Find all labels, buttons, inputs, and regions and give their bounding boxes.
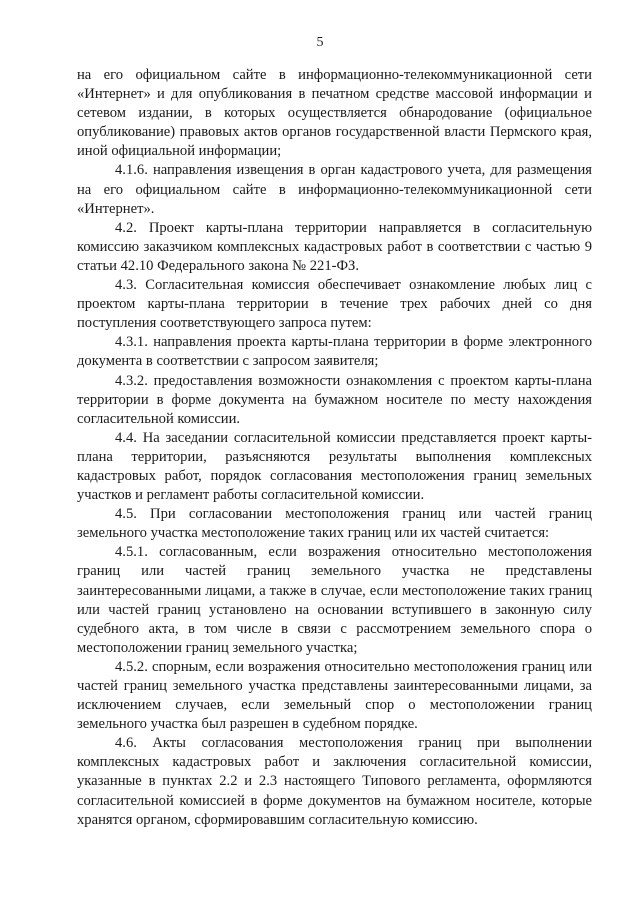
paragraph-4-1-6: 4.1.6. направления извещения в орган кадастрового учета, для размещения на его официальном сайте в информационно-телекоммуникационной сети «Интернет». <box>77 162 592 217</box>
paragraph-4-4: 4.4. На заседании согласительной комиссии представляется проект карты-плана территории, разъясняются результаты выполнения комплексных кадастровых работ, порядок согласования местоположения границ земельных участков и регламент работы согласительной комиссии. <box>77 429 592 504</box>
paragraph-continuation: на его официальном сайте в информационно-телекоммуникационной сети «Интернет» и для опубликования в печатном средстве массовой информации и сетевом издании, в которых осуществляется обнародование (официальное опубликование) правовых актов органов государственной власти Пермского края, иной официальной информации; <box>77 67 592 160</box>
paragraph-4-3: 4.3. Согласительная комиссия обеспечивает ознакомление любых лиц с проектом карты-плана территории в течение трех рабочих дней со дня поступления соответствующего запроса путем: <box>77 277 592 332</box>
paragraph-4-5-2: 4.5.2. спорным, если возражения относительно местоположения границ или частей границ земельного участка представлены заинтересованными лицами, за исключением случаев, если земельный спор о местоположении границ земельного участка был разрешен в судебном порядке. <box>77 658 592 733</box>
page-number: 5 <box>316 35 324 50</box>
paragraph-4-6: 4.6. Акты согласования местоположения границ при выполнении комплексных кадастровых работ и заключения согласительной комиссии, указанные в пунктах 2.2 и 2.3 настоящего Типового регламента, оформляются согласительной комиссией в форме документов на бумажном носителе, которые хранятся органом, сформировавшим согласительную комиссию. <box>77 735 592 828</box>
paragraph-4-3-1: 4.3.1. направления проекта карты-плана территории в форме электронного документа в соответствии с запросом заявителя; <box>77 334 592 370</box>
paragraph-4-5-1: 4.5.1. согласованным, если возражения относительно местоположения границ или частей границ земельного участка не представлены заинтересованными лицами, а также в случае, если местоположение таких границ или частей границ установлено на основании вступившего в законную силу судебного акта, в том числе в связи с рассмотрением земельного спора о местоположении границ земельного участка; <box>77 544 592 656</box>
paragraph-4-5: 4.5. При согласовании местоположения границ или частей границ земельного участка местоположение таких границ или их частей считается: <box>77 506 592 542</box>
paragraph-4-3-2: 4.3.2. предоставления возможности ознакомления с проектом карты-плана территории в форме документа на бумажном носителе по месту нахождения согласительной комиссии. <box>77 372 592 427</box>
paragraph-4-2: 4.2. Проект карты-плана территории направляется в согласительную комиссию заказчиком комплексных кадастровых работ в соответствии с частью 9 статьи 42.10 Федерального закона № 221-ФЗ. <box>77 219 592 274</box>
document-body <box>77 66 592 830</box>
